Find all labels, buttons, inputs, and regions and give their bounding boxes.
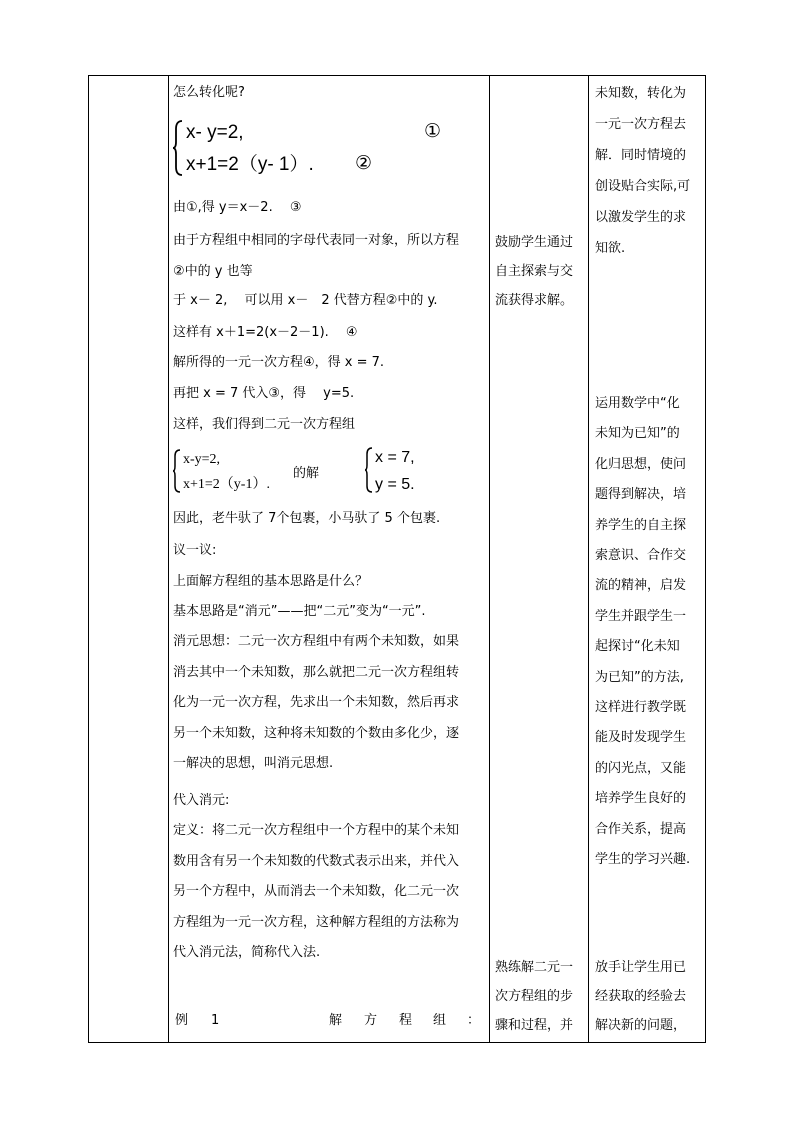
intent-line: 创设贴合实际,可 — [595, 179, 691, 194]
substitution-title: 代入消元: — [173, 793, 230, 808]
system1-tag2: ② — [355, 153, 373, 174]
intent-line: 这样进行教学既 — [595, 700, 687, 716]
intent-line: 能及时发现学生 — [595, 730, 687, 746]
elimination-line: 化为一元一次方程，先求出一个未知数，然后再求 — [173, 695, 460, 711]
intent-line: 的闪光点，又能 — [595, 760, 687, 776]
reason-line-1: 由于方程组中相同的字母代表同一对象，所以方程 — [173, 233, 460, 248]
intent-line: 合作关系，提高 — [595, 821, 687, 837]
definition-paragraph — [173, 816, 459, 969]
elimination-paragraph — [173, 627, 459, 780]
activity-block-2 — [495, 953, 573, 1040]
intent-line: 解决新的问题， — [595, 1018, 687, 1033]
step-from-eq1: 由①,得 y＝x－2. ③ — [173, 200, 302, 215]
system-brace — [172, 448, 182, 494]
activity-line: 骤和过程，并 — [495, 1018, 574, 1033]
column-divider — [489, 76, 490, 1042]
intent-block-1 — [595, 78, 690, 264]
intent-line: 未知为已知”的 — [595, 426, 680, 442]
intent-line: 以激发学生的求 — [595, 210, 687, 225]
intent-line: 培养学生良好的 — [595, 791, 687, 807]
elimination-line: 消去其中一个未知数，那么就把二元一次方程组转 — [173, 664, 460, 680]
step-result-intro: 这样，我们得到二元一次方程组 — [173, 417, 356, 432]
system-brace — [172, 119, 184, 177]
intent-line: 放手让学生用已 — [595, 960, 687, 975]
activity-line: 鼓励学生通过 — [495, 235, 574, 250]
activity-line: 次方程组的步 — [495, 989, 574, 1004]
example-char: 方 — [364, 1013, 378, 1028]
system1-tag1: ① — [424, 121, 442, 142]
solution-brace — [364, 446, 374, 494]
intent-block-3 — [595, 953, 686, 1040]
activity-line: 自主探索与交 — [495, 264, 574, 279]
discuss-question: 上面解方程组的基本思路是什么？ — [173, 574, 369, 589]
step-solve-y: 再把 x = 7 代入③，得 y=5. — [173, 386, 355, 401]
example-char: 组 — [433, 1013, 447, 1028]
example-word: 例 — [175, 1013, 189, 1028]
step-solve-x: 解所得的一元一次方程④，得 x = 7. — [173, 355, 385, 370]
intent-line: 学生的学习兴趣. — [595, 852, 691, 868]
activity-line: 熟练解二元一 — [495, 960, 574, 975]
intent-line: 为已知”的方法, — [595, 669, 684, 685]
intent-block-2 — [595, 389, 690, 876]
example-char: 程 — [399, 1013, 413, 1028]
intent-line: 题得到解决，培 — [595, 487, 687, 503]
example-char: 解 — [329, 1013, 343, 1028]
system2-eq2: x+1=2（y-1）. — [183, 477, 270, 492]
step-substitute: 这样有 x＋1=2(x－2－1). ④ — [173, 325, 358, 340]
intent-line: 运用数学中“化 — [595, 396, 680, 411]
basic-idea: 基本思路是“消元”——把“二元”变为“一元”. — [173, 604, 426, 619]
definition-line: 数用含有另一个未知数的代数式表示出来，并代入 — [173, 853, 460, 869]
intent-line: 未知数，转化为 — [595, 86, 687, 101]
intent-line: 学生并跟学生一 — [595, 608, 687, 624]
intent-line: 经获取的经验去 — [595, 989, 687, 1004]
discuss-title: 议一议: — [173, 543, 217, 558]
system1-eq1: x- y=2, — [186, 122, 244, 143]
elimination-line: 消元思想：二元一次方程组中有两个未知数，如果 — [173, 634, 460, 649]
example-colon: ： — [467, 1013, 481, 1028]
activity-line: 流获得求解。 — [495, 293, 574, 308]
elimination-line: 另一个未知数，这种将未知数的个数由多化少，逐 — [173, 725, 460, 741]
question-how: 怎么转化呢? — [173, 85, 245, 100]
definition-line: 定义：将二元一次方程组中一个方程中的某个未知 — [173, 823, 460, 838]
intent-line: 流的精神，启发 — [595, 578, 687, 594]
conclusion: 因此，老牛驮了 7个包裹，小马驮了 5 个包裹. — [173, 511, 441, 526]
intent-line: 索意识、合作交 — [595, 548, 687, 564]
definition-line: 另一个方程中，从而消去一个未知数，化二元一次 — [173, 884, 460, 900]
column-divider — [168, 76, 169, 1042]
intent-line: 一元一次方程去 — [595, 117, 687, 132]
intent-line: 化归思想，使问 — [595, 456, 687, 472]
reason-line-2: ②中的 y 也等 — [173, 264, 253, 279]
elimination-line: 一解决的思想，叫消元思想. — [173, 756, 334, 772]
intent-line: 养学生的自主探 — [595, 517, 687, 533]
intent-line: 起探讨“化未知 — [595, 639, 680, 655]
solution-label: 的解 — [293, 466, 320, 481]
intent-line: 知欲. — [595, 241, 626, 256]
column-divider — [588, 76, 589, 1042]
definition-line: 方程组为一元一次方程，这种解方程组的方法称为 — [173, 914, 460, 930]
intent-line: 解．同时情境的 — [595, 148, 687, 163]
system2-eq1: x-y=2, — [183, 452, 221, 467]
system1-eq2: x+1=2（y- 1）. — [186, 154, 314, 175]
solution-x: x = 7, — [375, 449, 415, 466]
solution-y: y = 5. — [375, 476, 415, 493]
activity-block-1 — [495, 228, 573, 315]
definition-line: 代入消元法，简称代入法. — [173, 945, 321, 961]
reason-line-3: 于 x－ 2, 可以用 x－ 2 代替方程②中的 y. — [173, 293, 438, 308]
example-number: 1 — [211, 1013, 220, 1028]
